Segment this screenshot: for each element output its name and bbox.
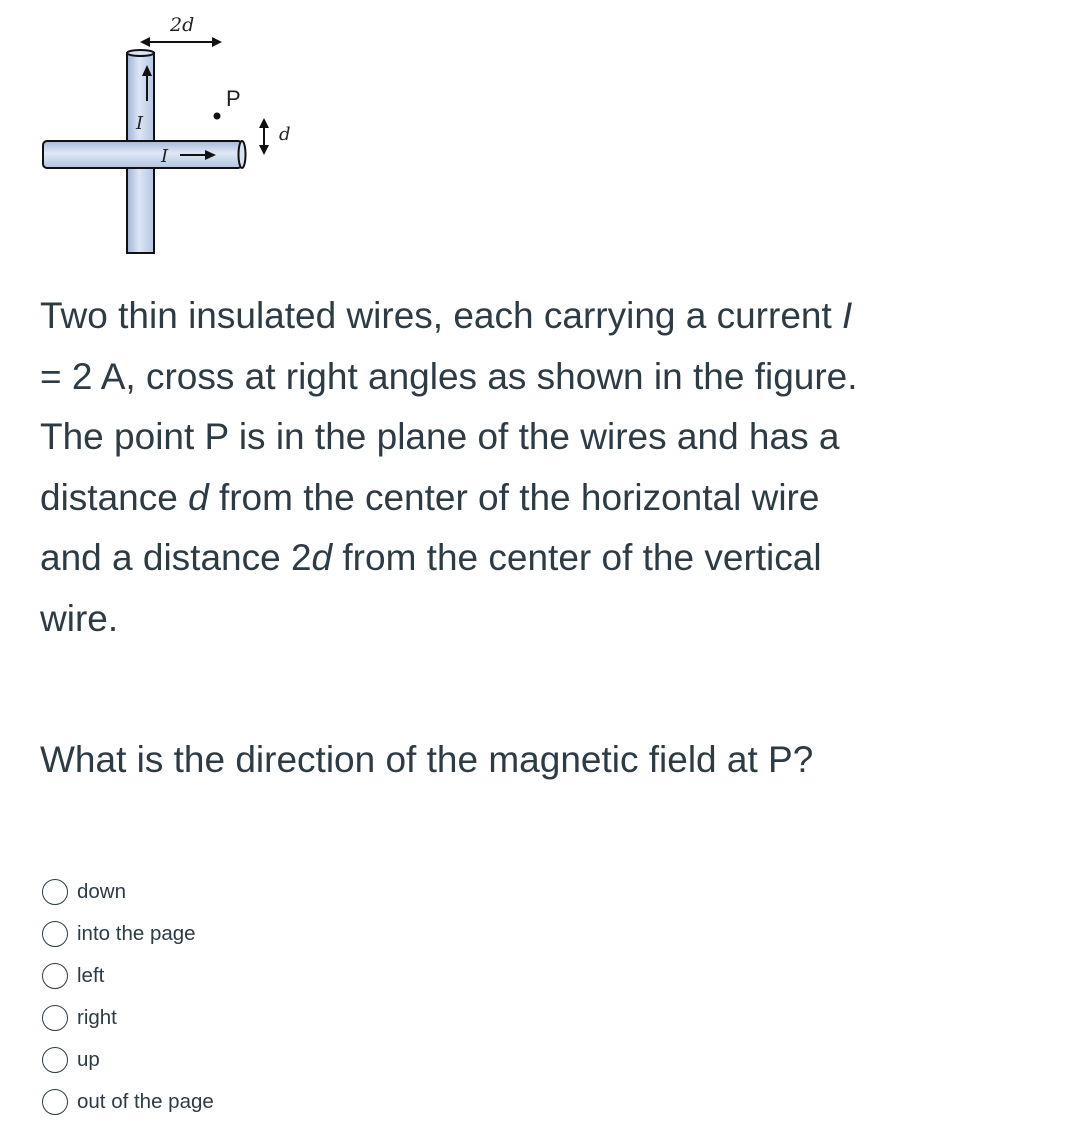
option-out-of-the-page[interactable] bbox=[42, 1081, 214, 1123]
option-up[interactable] bbox=[42, 1039, 214, 1081]
point-p-dot bbox=[214, 113, 221, 120]
horizontal-wire bbox=[43, 141, 246, 168]
answer-options bbox=[42, 871, 214, 1123]
point-p-label: P bbox=[226, 86, 241, 111]
distance-2d-arrow bbox=[140, 37, 222, 47]
radio-button[interactable] bbox=[42, 1047, 68, 1073]
radio-button[interactable] bbox=[42, 1089, 68, 1115]
radio-button[interactable] bbox=[42, 879, 68, 905]
option-left[interactable] bbox=[42, 955, 214, 997]
horizontal-current-label: I bbox=[161, 146, 169, 167]
radio-button[interactable] bbox=[42, 921, 68, 947]
option-label: down bbox=[77, 880, 127, 903]
option-label: left bbox=[77, 964, 105, 987]
question-prompt: What is the direction of the magnetic field at P? bbox=[40, 739, 814, 780]
crossed-wires-figure bbox=[30, 0, 320, 270]
question-problem-text: Two thin insulated wires, each carrying a current I = 2 A, cross at right angles as shown in the figure. The point P is in the plane of the wires and has a distance d from the center of the horizontal wire and a distance 2d from the center of the vertical wire. bbox=[40, 295, 858, 639]
vertical-current-label: I bbox=[136, 113, 144, 134]
option-label: right bbox=[77, 1006, 117, 1029]
option-label: out of the page bbox=[77, 1090, 214, 1113]
distance-2d-label: 2d bbox=[170, 14, 195, 36]
option-right[interactable] bbox=[42, 997, 214, 1039]
option-label: into the page bbox=[77, 922, 196, 945]
radio-button[interactable] bbox=[42, 1005, 68, 1031]
option-label: up bbox=[77, 1048, 100, 1071]
distance-d-label: d bbox=[279, 124, 291, 145]
option-down[interactable] bbox=[42, 871, 214, 913]
radio-button[interactable] bbox=[42, 963, 68, 989]
distance-d-arrow bbox=[259, 118, 269, 155]
option-into-the-page[interactable] bbox=[42, 913, 214, 955]
